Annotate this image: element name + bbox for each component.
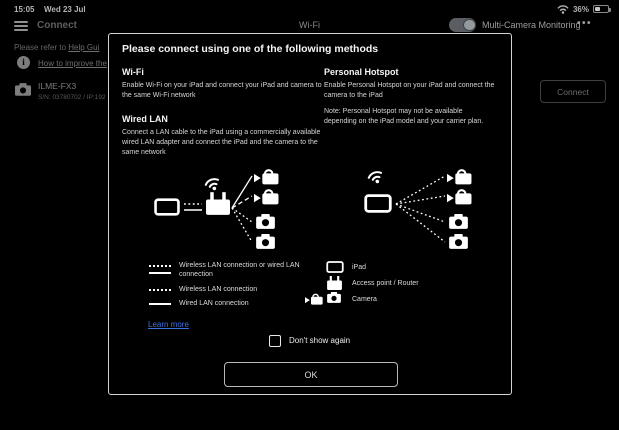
legend-line-label: Wireless LAN connection bbox=[179, 286, 258, 293]
network-mode-label: Wi-Fi bbox=[299, 20, 320, 30]
camera-icon bbox=[256, 234, 275, 249]
connection-methods-dialog bbox=[108, 33, 512, 395]
toggle-knob bbox=[463, 19, 476, 32]
device-name-label: ILME-FX3 bbox=[38, 81, 77, 91]
legend-icon-label: Camera bbox=[352, 296, 377, 303]
camcorder-icon bbox=[447, 170, 471, 184]
ok-button[interactable]: OK bbox=[224, 362, 398, 387]
help-refer-text bbox=[14, 43, 99, 52]
ipad-icon bbox=[326, 261, 344, 273]
dont-show-again-checkbox[interactable] bbox=[269, 335, 281, 347]
hotspot-section-body: Enable Personal Hotspot on your iPad and connect the camera to the iPad bbox=[324, 82, 495, 99]
fan-line bbox=[232, 208, 252, 222]
page-title: Connect bbox=[37, 20, 77, 31]
fan-line bbox=[396, 204, 445, 222]
more-menu-icon[interactable]: ••• bbox=[577, 18, 593, 29]
camera-icon bbox=[256, 214, 275, 229]
legend-line-solid-sample bbox=[149, 303, 171, 305]
connect-button[interactable]: Connect bbox=[540, 80, 606, 103]
learn-more-link[interactable]: Learn more bbox=[148, 320, 189, 329]
camera-icon bbox=[327, 292, 341, 303]
router-icon bbox=[206, 192, 230, 215]
fan-line bbox=[232, 176, 252, 208]
hotspot-section-heading: Personal Hotspot bbox=[324, 67, 399, 77]
fan-line bbox=[396, 204, 445, 242]
clock-label: 15:05 bbox=[14, 5, 35, 14]
camera-icon bbox=[449, 214, 468, 229]
wifi-section-body: Enable Wi-Fi on your iPad and connect your iPad and camera to the same Wi-Fi network bbox=[122, 82, 322, 99]
legend-icon-label: iPad bbox=[352, 264, 367, 271]
camcorder-icon bbox=[305, 293, 323, 305]
wifi-signal-icon bbox=[368, 170, 384, 185]
legend-line-dotted-sample bbox=[149, 265, 171, 267]
hotspot-section-note: Note: Personal Hotspot may not be available depending on the iPad model and your carrier plan. bbox=[324, 108, 484, 125]
lan-connection-diagram bbox=[154, 168, 306, 250]
camcorder-icon bbox=[254, 190, 278, 204]
multi-camera-label: Multi-Camera Monitoring bbox=[482, 20, 581, 30]
ipad-icon bbox=[156, 200, 179, 215]
fan-line bbox=[396, 196, 445, 204]
legend-line-dotted-sample bbox=[149, 289, 171, 291]
wired-lan-section-heading: Wired LAN bbox=[122, 114, 168, 124]
camera-icon bbox=[449, 234, 468, 249]
improve-speed-link[interactable]: How to improve the bbox=[38, 59, 107, 68]
battery-icon bbox=[593, 5, 609, 13]
menu-hamburger-icon[interactable] bbox=[14, 21, 28, 31]
help-refer-prefix: Please refer to bbox=[14, 43, 69, 52]
date-label: Wed 23 Jul bbox=[44, 5, 86, 14]
ipad-icon bbox=[366, 196, 391, 212]
help-guide-link[interactable]: Help Gui bbox=[68, 43, 100, 52]
camcorder-icon bbox=[447, 190, 471, 204]
info-icon: i bbox=[17, 56, 30, 69]
legend-line-solid-sample bbox=[149, 272, 171, 274]
router-icon bbox=[327, 276, 342, 290]
battery-percent-label: 36% bbox=[572, 4, 589, 14]
fan-line bbox=[232, 208, 252, 242]
multi-camera-toggle[interactable] bbox=[449, 18, 476, 32]
legend-line-label: Wireless LAN connection or wired LAN connection bbox=[179, 262, 300, 279]
camcorder-icon bbox=[254, 170, 278, 184]
wired-lan-section-body: Connect a LAN cable to the iPad using a commercially available wired LAN adapter and connect the iPad and the camera to the same network bbox=[122, 129, 321, 156]
wifi-signal-icon bbox=[205, 177, 221, 192]
legend-icon-label: Access point / Router bbox=[352, 280, 419, 287]
dialog-title: Please connect using one of the following methods bbox=[122, 43, 379, 55]
wifi-section-heading: Wi-Fi bbox=[122, 67, 144, 77]
device-serial-label: S/N: 03780702 / IP:192 bbox=[38, 94, 106, 101]
wifi-status-icon bbox=[557, 4, 569, 14]
status-indicators bbox=[557, 4, 609, 14]
camera-device-icon bbox=[15, 83, 31, 96]
dont-show-again-label: Don't show again bbox=[289, 336, 351, 345]
hotspot-connection-diagram bbox=[359, 168, 499, 250]
fan-line bbox=[396, 176, 445, 204]
legend-line-label: Wired LAN connection bbox=[179, 300, 249, 307]
